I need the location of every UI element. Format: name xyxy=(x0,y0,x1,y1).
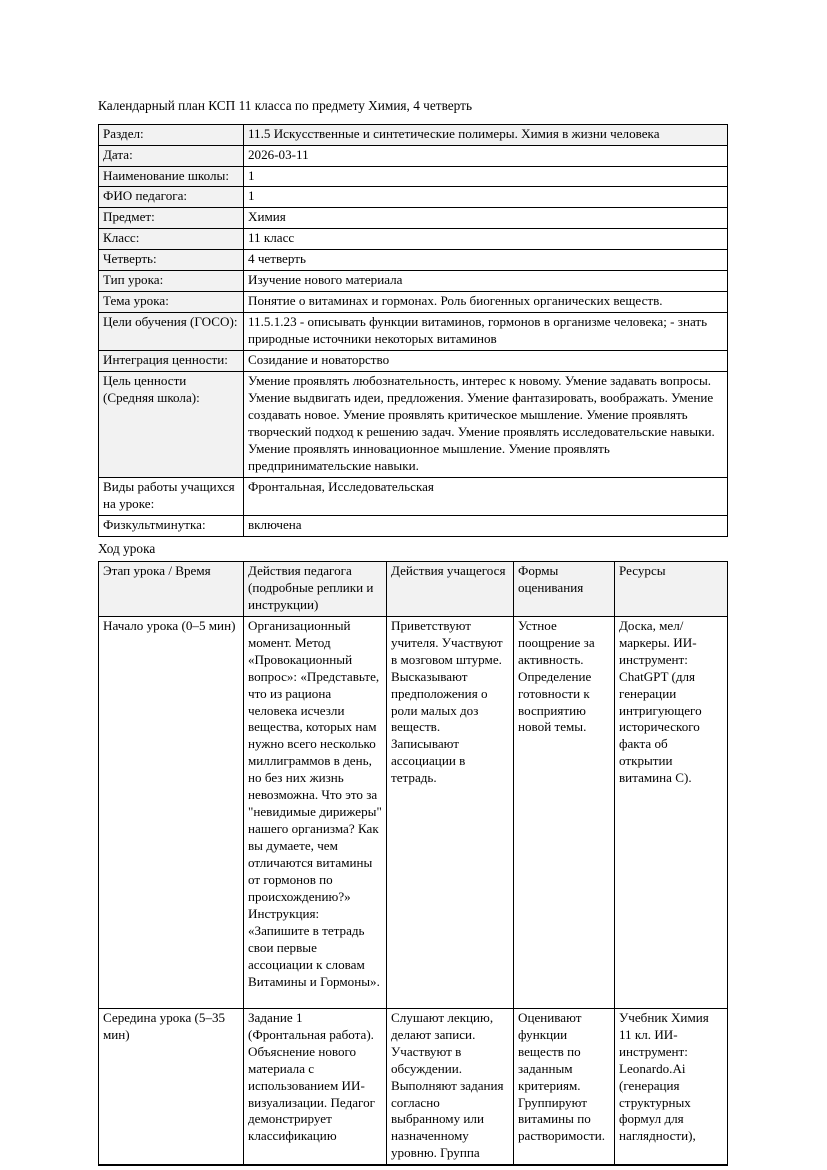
assessment-forms-cell: Оценивают функции веществ по заданным критериям. Группируют витамины по растворимости. xyxy=(514,1008,615,1165)
lesson-info-body xyxy=(99,124,728,536)
table-row xyxy=(99,372,728,478)
info-row-label: ФИО педагога: xyxy=(99,187,244,208)
info-row-label: Тема урока: xyxy=(99,292,244,313)
table-row xyxy=(99,187,728,208)
info-row-label: Цель ценности (Средняя школа): xyxy=(99,372,244,478)
info-row-value: 1 xyxy=(244,187,728,208)
lesson-flow-body xyxy=(99,616,728,1165)
info-row-value: Химия xyxy=(244,208,728,229)
resources-cell: Учебник Химия 11 кл. ИИ-инструмент: Leonardo.Ai (генерация структурных формул для наглядности), xyxy=(615,1008,728,1165)
info-row-label: Раздел: xyxy=(99,124,244,145)
info-row-value: Изучение нового материала xyxy=(244,271,728,292)
teacher-actions-cell: Задание 1 (Фронтальная работа). Объяснение нового материала с использованием ИИ-визуализации. Педагог демонстрирует классификацию xyxy=(244,1008,387,1165)
table-row xyxy=(99,1008,728,1165)
lesson-info-table xyxy=(98,124,728,537)
column-header-resources: Ресурсы xyxy=(615,561,728,616)
column-header-teacher-actions: Действия педагога (подробные реплики и инструкции) xyxy=(244,561,387,616)
info-row-value: 1 xyxy=(244,166,728,187)
info-row-value: 4 четверть xyxy=(244,250,728,271)
table-row xyxy=(99,616,728,1008)
info-row-label: Четверть: xyxy=(99,250,244,271)
info-row-label: Физкультминутка: xyxy=(99,515,244,536)
column-header-stage: Этап урока / Время xyxy=(99,561,244,616)
info-row-value: Понятие о витаминах и гормонах. Роль биогенных органических веществ. xyxy=(244,292,728,313)
lesson-flow-head xyxy=(99,561,728,616)
info-row-label: Интеграция ценности: xyxy=(99,351,244,372)
table-row xyxy=(99,477,728,515)
table-row xyxy=(99,271,728,292)
info-row-label: Наименование школы: xyxy=(99,166,244,187)
info-row-value: включена xyxy=(244,515,728,536)
column-header-assessment: Формы оценивания xyxy=(514,561,615,616)
table-row xyxy=(99,208,728,229)
info-row-value: 11.5.1.23 - описывать функции витаминов, гормонов в организме человека; - знать природные источники некоторых витаминов xyxy=(244,313,728,351)
info-row-value: Умение проявлять любознательность, интерес к новому. Умение задавать вопросы. Умение выдвигать идеи, предложения. Умение фантазировать, воображать. Умение создавать новое. Умение проявлять критическое мышление. Умение проявлять творческий подход к решению задач. Умение проявлять исследовательские навыки. Умение проявлять инновационное мышление. Умение проявлять предпринимательские навыки. xyxy=(244,372,728,478)
teacher-actions-cell: Организационный момент. Метод «Провокационный вопрос»: «Представьте, что из рациона человека исчезли вещества, которых нам нужно всего несколько миллиграммов в день, но без них жизнь невозможна. Что это за "невидимые дирижеры" нашего организма? Как вы думаете, чем отличаются витамины от гормонов по происхождению?» Инструкция: «Запишите в тетрадь свои первые ассоциации к словам Витамины и Гормоны». xyxy=(244,616,387,1008)
table-row xyxy=(99,124,728,145)
table-row xyxy=(99,313,728,351)
table-row xyxy=(99,229,728,250)
lesson-flow-heading: Ход урока xyxy=(98,540,156,556)
table-header-row xyxy=(99,561,728,616)
info-row-value: 2026-03-11 xyxy=(244,145,728,166)
table-row xyxy=(99,250,728,271)
lesson-stage-cell: Середина урока (5–35 мин) xyxy=(99,1008,244,1165)
info-row-label: Класс: xyxy=(99,229,244,250)
lesson-flow-table xyxy=(98,561,728,1166)
info-row-label: Виды работы учащихся на уроке: xyxy=(99,477,244,515)
info-row-label: Цели обучения (ГОСО): xyxy=(99,313,244,351)
resources-cell: Доска, мел/маркеры. ИИ-инструмент: ChatGPT (для генерации интригующего исторического факта об открытии витамина С). xyxy=(615,616,728,1008)
page-title: Календарный план КСП 11 класса по предмету Химия, 4 четверть xyxy=(98,98,473,113)
table-row xyxy=(99,292,728,313)
student-actions-cell: Слушают лекцию, делают записи. Участвуют в обсуждении. Выполняют задания согласно выбранному или назначенному уровню. Группа xyxy=(387,1008,514,1165)
table-row xyxy=(99,515,728,536)
lesson-stage-cell: Начало урока (0–5 мин) xyxy=(99,616,244,1008)
table-row xyxy=(99,145,728,166)
info-row-value: 11.5 Искусственные и синтетические полимеры. Химия в жизни человека xyxy=(244,124,728,145)
column-header-student-actions: Действия учащегося xyxy=(387,561,514,616)
info-row-label: Предмет: xyxy=(99,208,244,229)
info-row-value: Фронтальная, Исследовательская xyxy=(244,477,728,515)
student-actions-cell: Приветствуют учителя. Участвуют в мозговом штурме. Высказывают предположения о роли малых доз веществ. Записывают ассоциации в тетрадь. xyxy=(387,616,514,1008)
info-row-value: Созидание и новаторство xyxy=(244,351,728,372)
assessment-forms-cell: Устное поощрение за активность. Определение готовности к восприятию новой темы. xyxy=(514,616,615,1008)
info-row-label: Тип урока: xyxy=(99,271,244,292)
info-row-value: 11 класс xyxy=(244,229,728,250)
info-row-label: Дата: xyxy=(99,145,244,166)
table-row xyxy=(99,166,728,187)
table-row xyxy=(99,351,728,372)
